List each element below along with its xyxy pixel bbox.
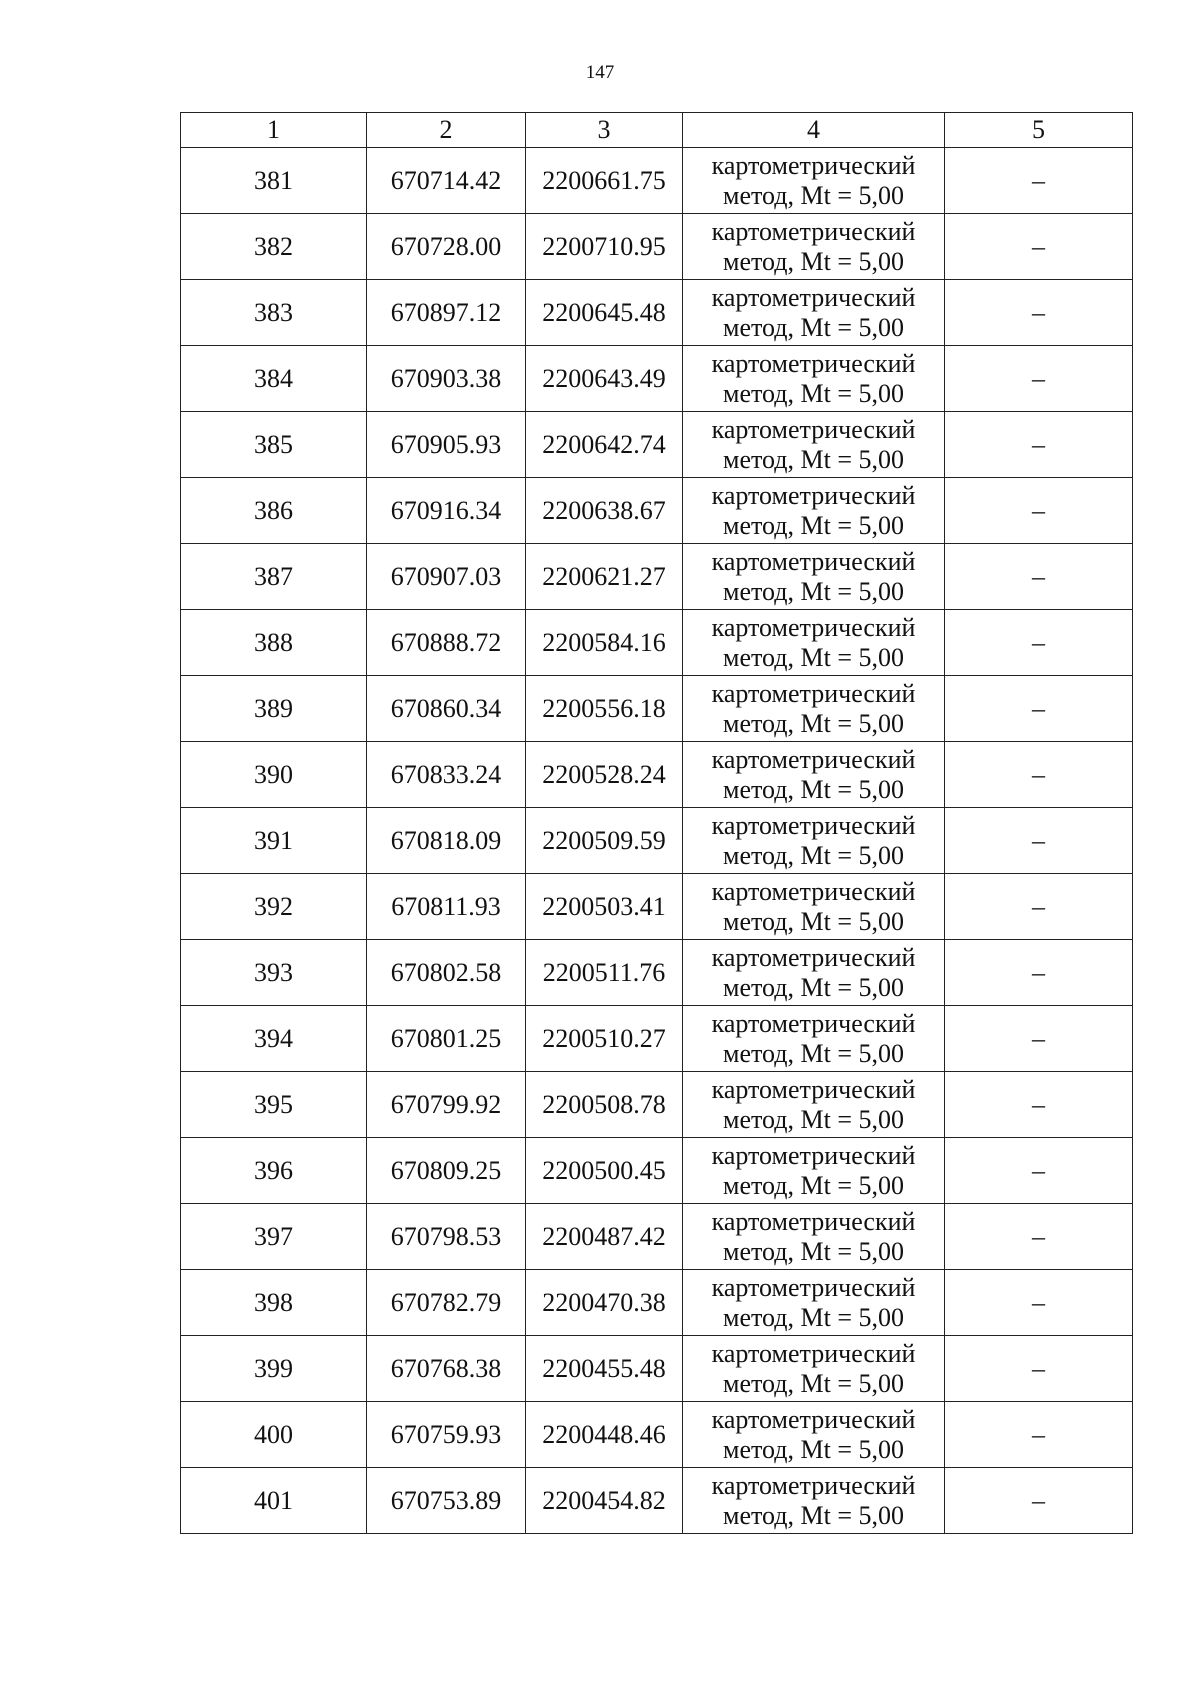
note-cell: – bbox=[945, 214, 1133, 280]
y-coordinate-cell: 2200645.48 bbox=[526, 280, 683, 346]
x-coordinate-cell: 670802.58 bbox=[367, 940, 526, 1006]
x-coordinate-cell: 670888.72 bbox=[367, 610, 526, 676]
method-cell: картометрический метод, Mt = 5,00 bbox=[683, 1006, 945, 1072]
method-cell: картометрический метод, Mt = 5,00 bbox=[683, 544, 945, 610]
x-coordinate-cell: 670833.24 bbox=[367, 742, 526, 808]
y-coordinate-cell: 2200487.42 bbox=[526, 1204, 683, 1270]
method-cell: картометрический метод, Mt = 5,00 bbox=[683, 676, 945, 742]
x-coordinate-cell: 670897.12 bbox=[367, 280, 526, 346]
point-number-cell: 385 bbox=[181, 412, 367, 478]
table-row bbox=[181, 346, 1133, 412]
table-row bbox=[181, 1270, 1133, 1336]
method-cell: картометрический метод, Mt = 5,00 bbox=[683, 808, 945, 874]
table-row bbox=[181, 610, 1133, 676]
y-coordinate-cell: 2200710.95 bbox=[526, 214, 683, 280]
point-number-cell: 387 bbox=[181, 544, 367, 610]
point-number-cell: 399 bbox=[181, 1336, 367, 1402]
note-cell: – bbox=[945, 808, 1133, 874]
x-coordinate-cell: 670818.09 bbox=[367, 808, 526, 874]
y-coordinate-cell: 2200511.76 bbox=[526, 940, 683, 1006]
x-coordinate-cell: 670916.34 bbox=[367, 478, 526, 544]
table-row bbox=[181, 214, 1133, 280]
y-coordinate-cell: 2200500.45 bbox=[526, 1138, 683, 1204]
method-cell: картометрический метод, Mt = 5,00 bbox=[683, 940, 945, 1006]
y-coordinate-cell: 2200508.78 bbox=[526, 1072, 683, 1138]
y-coordinate-cell: 2200661.75 bbox=[526, 148, 683, 214]
point-number-cell: 386 bbox=[181, 478, 367, 544]
note-cell: – bbox=[945, 1072, 1133, 1138]
note-cell: – bbox=[945, 1402, 1133, 1468]
note-cell: – bbox=[945, 1468, 1133, 1534]
y-coordinate-cell: 2200503.41 bbox=[526, 874, 683, 940]
y-coordinate-cell: 2200528.24 bbox=[526, 742, 683, 808]
note-cell: – bbox=[945, 676, 1133, 742]
method-cell: картометрический метод, Mt = 5,00 bbox=[683, 1468, 945, 1534]
note-cell: – bbox=[945, 1138, 1133, 1204]
point-number-cell: 383 bbox=[181, 280, 367, 346]
method-cell: картометрический метод, Mt = 5,00 bbox=[683, 346, 945, 412]
x-coordinate-cell: 670782.79 bbox=[367, 1270, 526, 1336]
method-cell: картометрический метод, Mt = 5,00 bbox=[683, 1336, 945, 1402]
point-number-cell: 397 bbox=[181, 1204, 367, 1270]
point-number-cell: 394 bbox=[181, 1006, 367, 1072]
table-row bbox=[181, 676, 1133, 742]
column-header: 1 bbox=[181, 113, 367, 148]
note-cell: – bbox=[945, 610, 1133, 676]
note-cell: – bbox=[945, 874, 1133, 940]
note-cell: – bbox=[945, 280, 1133, 346]
method-cell: картометрический метод, Mt = 5,00 bbox=[683, 1138, 945, 1204]
note-cell: – bbox=[945, 1006, 1133, 1072]
y-coordinate-cell: 2200584.16 bbox=[526, 610, 683, 676]
table-row bbox=[181, 1402, 1133, 1468]
note-cell: – bbox=[945, 544, 1133, 610]
table-row bbox=[181, 1006, 1133, 1072]
x-coordinate-cell: 670811.93 bbox=[367, 874, 526, 940]
table-row bbox=[181, 1468, 1133, 1534]
method-cell: картометрический метод, Mt = 5,00 bbox=[683, 1402, 945, 1468]
point-number-cell: 384 bbox=[181, 346, 367, 412]
method-cell: картометрический метод, Mt = 5,00 bbox=[683, 280, 945, 346]
method-cell: картометрический метод, Mt = 5,00 bbox=[683, 412, 945, 478]
point-number-cell: 390 bbox=[181, 742, 367, 808]
column-header: 3 bbox=[526, 113, 683, 148]
method-cell: картометрический метод, Mt = 5,00 bbox=[683, 148, 945, 214]
x-coordinate-cell: 670753.89 bbox=[367, 1468, 526, 1534]
x-coordinate-cell: 670799.92 bbox=[367, 1072, 526, 1138]
y-coordinate-cell: 2200509.59 bbox=[526, 808, 683, 874]
x-coordinate-cell: 670759.93 bbox=[367, 1402, 526, 1468]
x-coordinate-cell: 670714.42 bbox=[367, 148, 526, 214]
y-coordinate-cell: 2200638.67 bbox=[526, 478, 683, 544]
table-row bbox=[181, 412, 1133, 478]
point-number-cell: 396 bbox=[181, 1138, 367, 1204]
point-number-cell: 395 bbox=[181, 1072, 367, 1138]
note-cell: – bbox=[945, 148, 1133, 214]
point-number-cell: 381 bbox=[181, 148, 367, 214]
y-coordinate-cell: 2200643.49 bbox=[526, 346, 683, 412]
y-coordinate-cell: 2200454.82 bbox=[526, 1468, 683, 1534]
method-cell: картометрический метод, Mt = 5,00 bbox=[683, 1204, 945, 1270]
table-row bbox=[181, 280, 1133, 346]
x-coordinate-cell: 670860.34 bbox=[367, 676, 526, 742]
point-number-cell: 401 bbox=[181, 1468, 367, 1534]
y-coordinate-cell: 2200448.46 bbox=[526, 1402, 683, 1468]
point-number-cell: 382 bbox=[181, 214, 367, 280]
note-cell: – bbox=[945, 1270, 1133, 1336]
x-coordinate-cell: 670768.38 bbox=[367, 1336, 526, 1402]
table-row bbox=[181, 544, 1133, 610]
y-coordinate-cell: 2200556.18 bbox=[526, 676, 683, 742]
column-header: 2 bbox=[367, 113, 526, 148]
table-row bbox=[181, 1204, 1133, 1270]
table-row bbox=[181, 1138, 1133, 1204]
y-coordinate-cell: 2200510.27 bbox=[526, 1006, 683, 1072]
coordinates-table bbox=[180, 112, 1133, 1534]
x-coordinate-cell: 670903.38 bbox=[367, 346, 526, 412]
note-cell: – bbox=[945, 1204, 1133, 1270]
x-coordinate-cell: 670907.03 bbox=[367, 544, 526, 610]
table-row bbox=[181, 808, 1133, 874]
column-header: 5 bbox=[945, 113, 1133, 148]
method-cell: картометрический метод, Mt = 5,00 bbox=[683, 1072, 945, 1138]
table-row bbox=[181, 874, 1133, 940]
note-cell: – bbox=[945, 412, 1133, 478]
note-cell: – bbox=[945, 742, 1133, 808]
table-row bbox=[181, 148, 1133, 214]
table-row bbox=[181, 1336, 1133, 1402]
y-coordinate-cell: 2200455.48 bbox=[526, 1336, 683, 1402]
x-coordinate-cell: 670798.53 bbox=[367, 1204, 526, 1270]
note-cell: – bbox=[945, 478, 1133, 544]
x-coordinate-cell: 670728.00 bbox=[367, 214, 526, 280]
method-cell: картометрический метод, Mt = 5,00 bbox=[683, 1270, 945, 1336]
y-coordinate-cell: 2200621.27 bbox=[526, 544, 683, 610]
table-row bbox=[181, 478, 1133, 544]
column-header: 4 bbox=[683, 113, 945, 148]
x-coordinate-cell: 670801.25 bbox=[367, 1006, 526, 1072]
point-number-cell: 393 bbox=[181, 940, 367, 1006]
table-body bbox=[181, 148, 1133, 1534]
table-row bbox=[181, 940, 1133, 1006]
method-cell: картометрический метод, Mt = 5,00 bbox=[683, 874, 945, 940]
point-number-cell: 391 bbox=[181, 808, 367, 874]
method-cell: картометрический метод, Mt = 5,00 bbox=[683, 742, 945, 808]
table-row bbox=[181, 742, 1133, 808]
method-cell: картометрический метод, Mt = 5,00 bbox=[683, 214, 945, 280]
y-coordinate-cell: 2200642.74 bbox=[526, 412, 683, 478]
y-coordinate-cell: 2200470.38 bbox=[526, 1270, 683, 1336]
note-cell: – bbox=[945, 940, 1133, 1006]
point-number-cell: 398 bbox=[181, 1270, 367, 1336]
method-cell: картометрический метод, Mt = 5,00 bbox=[683, 478, 945, 544]
method-cell: картометрический метод, Mt = 5,00 bbox=[683, 610, 945, 676]
note-cell: – bbox=[945, 1336, 1133, 1402]
point-number-cell: 392 bbox=[181, 874, 367, 940]
x-coordinate-cell: 670905.93 bbox=[367, 412, 526, 478]
point-number-cell: 389 bbox=[181, 676, 367, 742]
x-coordinate-cell: 670809.25 bbox=[367, 1138, 526, 1204]
table-row bbox=[181, 1072, 1133, 1138]
page-number: 147 bbox=[585, 62, 615, 83]
note-cell: – bbox=[945, 346, 1133, 412]
point-number-cell: 388 bbox=[181, 610, 367, 676]
point-number-cell: 400 bbox=[181, 1402, 367, 1468]
table-header-row bbox=[181, 113, 1133, 148]
